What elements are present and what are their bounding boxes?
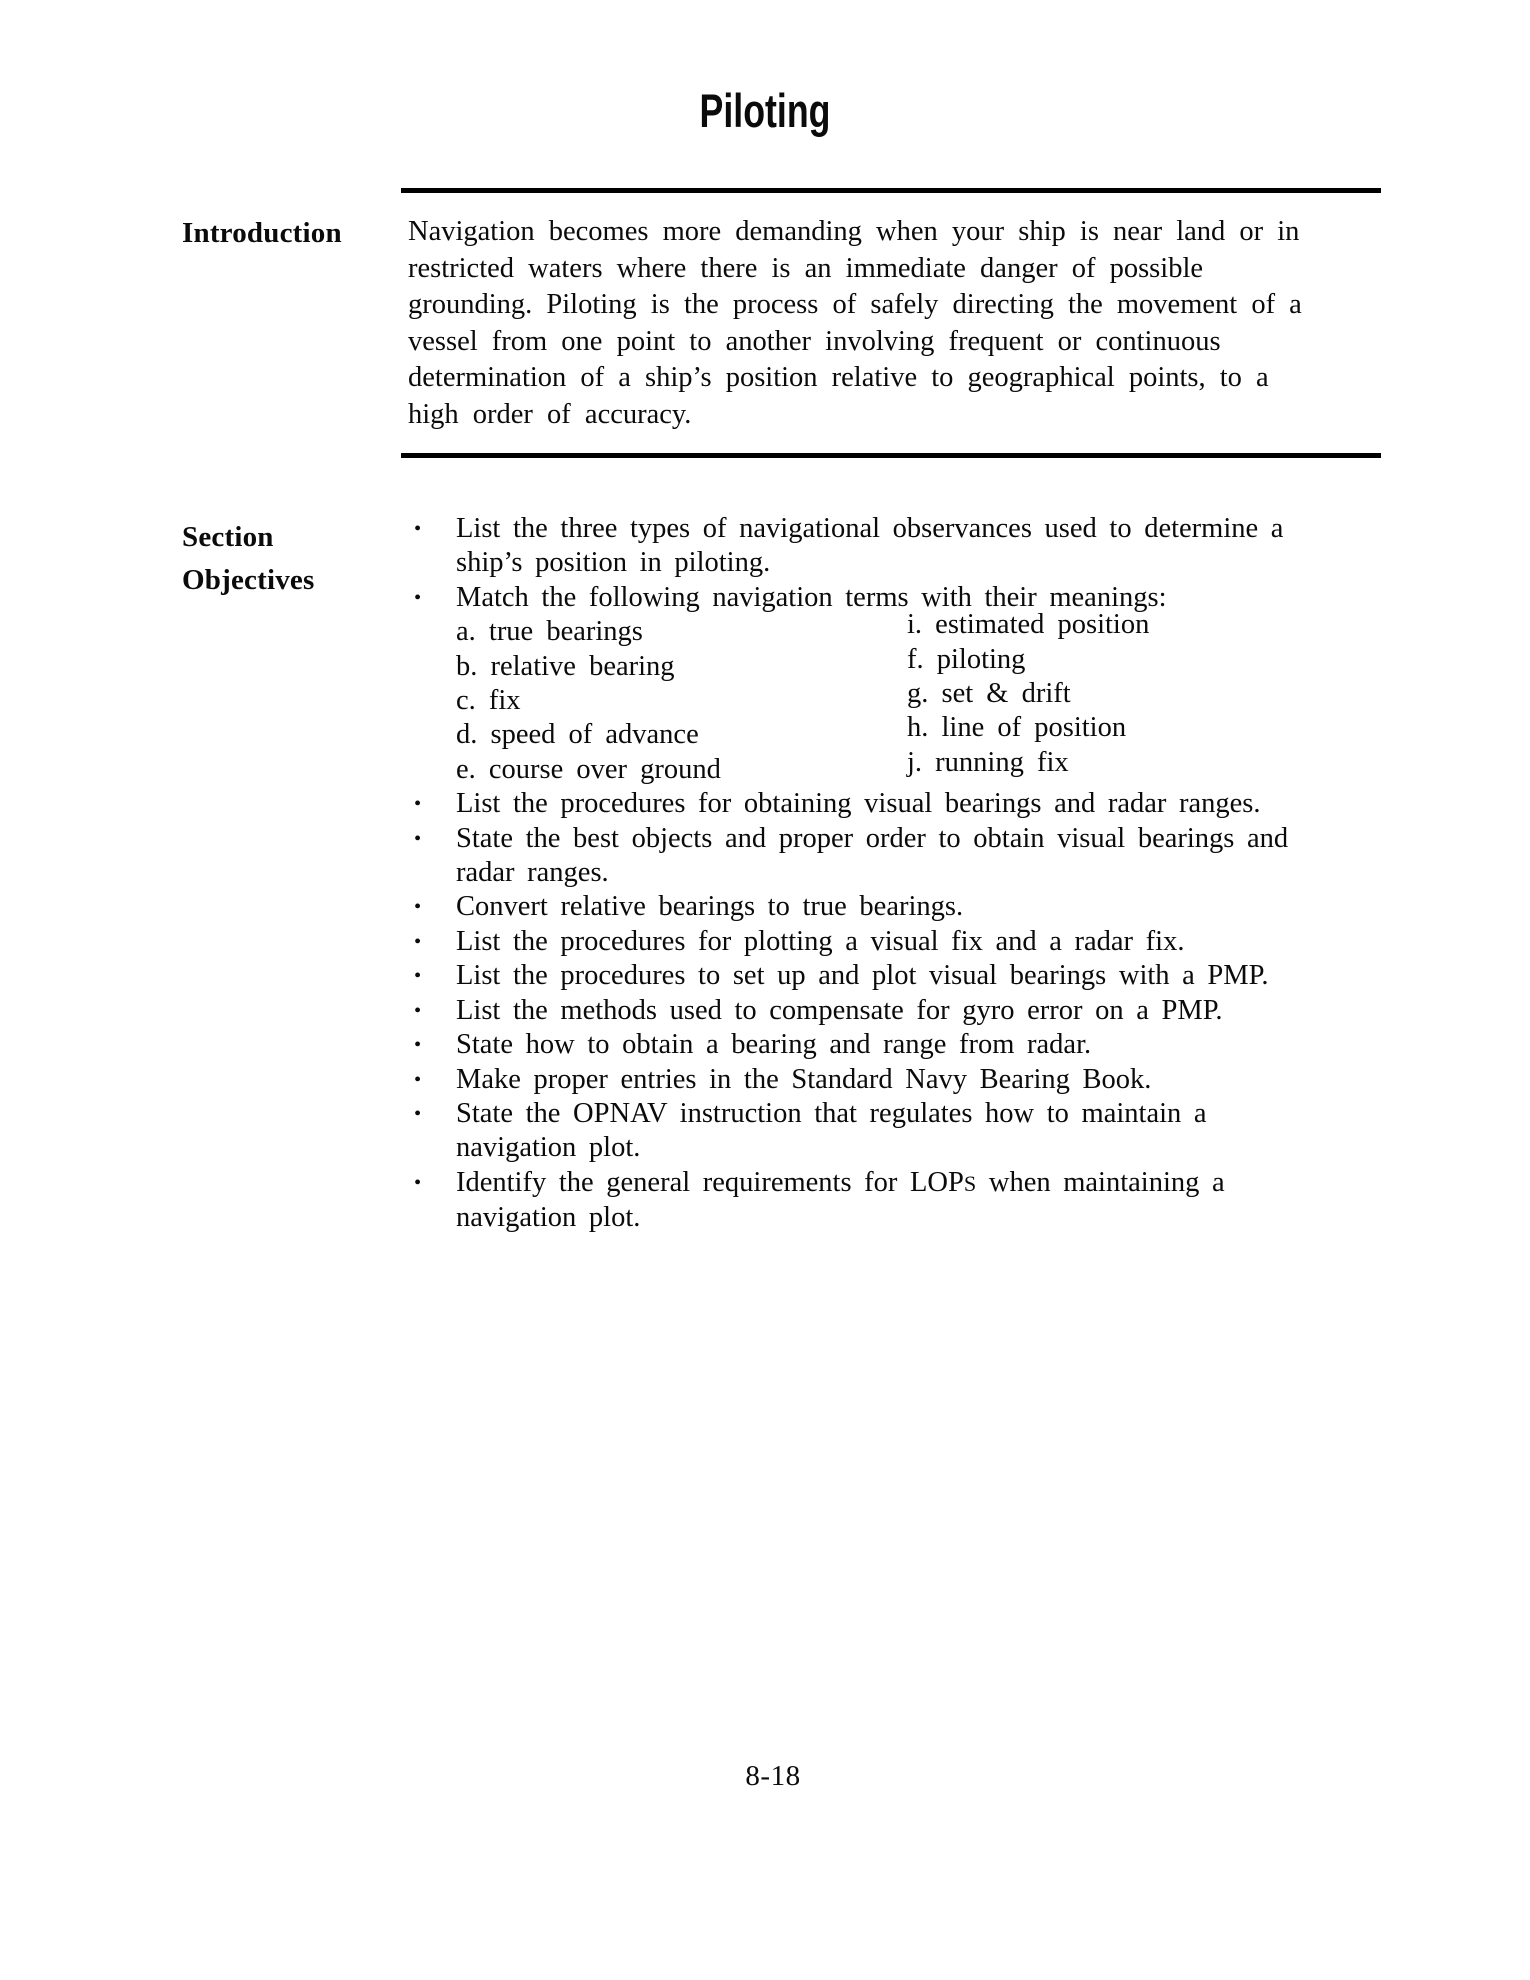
term-item: j. running fix <box>907 746 1069 778</box>
bullet-icon: • <box>414 930 422 953</box>
objective-line: radar ranges. <box>456 857 609 889</box>
term-item: b. relative bearing <box>456 650 675 682</box>
page-number: 8-18 <box>745 1760 801 1792</box>
bullet-icon: • <box>414 1034 422 1057</box>
page-title: Piloting <box>699 84 831 137</box>
paragraph-line: grounding. Piloting is the process of safely directing the movement of a <box>408 289 1302 321</box>
objective-line: State the best objects and proper order to obtain visual bearings and <box>456 822 1289 854</box>
objective-item <box>412 1166 1288 1236</box>
term-item: f. piloting <box>907 643 1026 675</box>
match-terms-right-column <box>907 608 1149 780</box>
bullet-icon: • <box>414 793 422 816</box>
objective-line: State how to obtain a bearing and range from radar. <box>456 1029 1092 1061</box>
paragraph-line: Navigation becomes more demanding when your ship is near land or in <box>408 216 1300 247</box>
bullet-icon: • <box>414 1171 422 1194</box>
objective-line: List the three types of navigational observances used to determine a <box>456 513 1284 544</box>
section-objectives-label-line: Objectives <box>182 564 315 596</box>
introduction-paragraph <box>408 214 1302 434</box>
section-objectives-label-line: Section <box>182 521 274 553</box>
bullet-icon: • <box>414 896 422 919</box>
term-item: d. speed of advance <box>456 719 699 751</box>
bullet-icon: • <box>414 586 422 609</box>
objective-line: ship’s position in piloting. <box>456 547 771 579</box>
paragraph-line: vessel from one point to another involving frequent or continuous <box>408 325 1221 357</box>
objective-item <box>412 925 1288 959</box>
objective-item <box>412 994 1288 1028</box>
objective-line: State the OPNAV instruction that regulates how to maintain a <box>456 1097 1207 1129</box>
top-divider-rule <box>401 188 1381 193</box>
objective-line: List the procedures for plotting a visual fix and a radar fix. <box>456 925 1185 957</box>
objective-item <box>412 822 1288 891</box>
objective-line: navigation plot. <box>456 1132 641 1164</box>
bullet-icon: • <box>414 1102 422 1125</box>
objective-item <box>412 890 1288 924</box>
objective-item <box>412 581 1288 787</box>
bullet-icon: • <box>414 999 422 1022</box>
objective-line: List the procedures to set up and plot visual bearings with a PMP. <box>456 960 1269 992</box>
paragraph-line: determination of a ship’s position relative to geographical points, to a <box>408 362 1269 394</box>
paragraph-line: high order of accuracy. <box>408 398 692 430</box>
objective-line: Convert relative bearings to true bearings. <box>456 891 964 923</box>
bullet-icon: • <box>414 518 422 540</box>
objective-line: List the procedures for obtaining visual bearings and radar ranges. <box>456 788 1261 820</box>
objective-line: Match the following navigation terms with their meanings: <box>456 581 1167 613</box>
match-terms-table <box>456 609 1288 787</box>
objective-line-suffix: when maintaining a <box>988 1166 1225 1198</box>
term-item: g. set & drift <box>907 678 1071 710</box>
bullet-icon: • <box>414 1068 422 1091</box>
bullet-icon: • <box>414 827 422 850</box>
objectives-list <box>412 512 1288 1236</box>
objective-item <box>412 959 1288 993</box>
term-item: a. true bearings <box>456 616 643 648</box>
bullet-icon: • <box>414 965 422 988</box>
objective-line-prefix: Identify the general requirements for LOP <box>456 1166 964 1198</box>
objective-item <box>412 512 1288 581</box>
paragraph-line: restricted waters where there is an immediate danger of possible <box>408 252 1204 284</box>
term-item: i. estimated position <box>907 609 1150 641</box>
section-objectives-label <box>182 516 314 602</box>
introduction-label: Introduction <box>182 217 342 249</box>
objective-item <box>412 787 1288 821</box>
objective-line: List the methods used to compensate for gyro error on a PMP. <box>456 994 1223 1026</box>
objective-line: Make proper entries in the Standard Navy Bearing Book. <box>456 1063 1152 1095</box>
term-item: c. fix <box>456 685 521 717</box>
objective-item <box>412 1097 1288 1166</box>
lops-smallcap: S <box>963 1170 977 1196</box>
term-item: e. course over ground <box>456 753 721 785</box>
term-item: h. line of position <box>907 712 1127 744</box>
objective-item <box>412 1063 1288 1097</box>
middle-divider-rule <box>401 453 1381 458</box>
match-terms-left-column <box>456 615 1288 787</box>
objective-item <box>412 1028 1288 1062</box>
objective-line <box>456 1166 1288 1201</box>
objective-line: navigation plot. <box>456 1202 641 1234</box>
